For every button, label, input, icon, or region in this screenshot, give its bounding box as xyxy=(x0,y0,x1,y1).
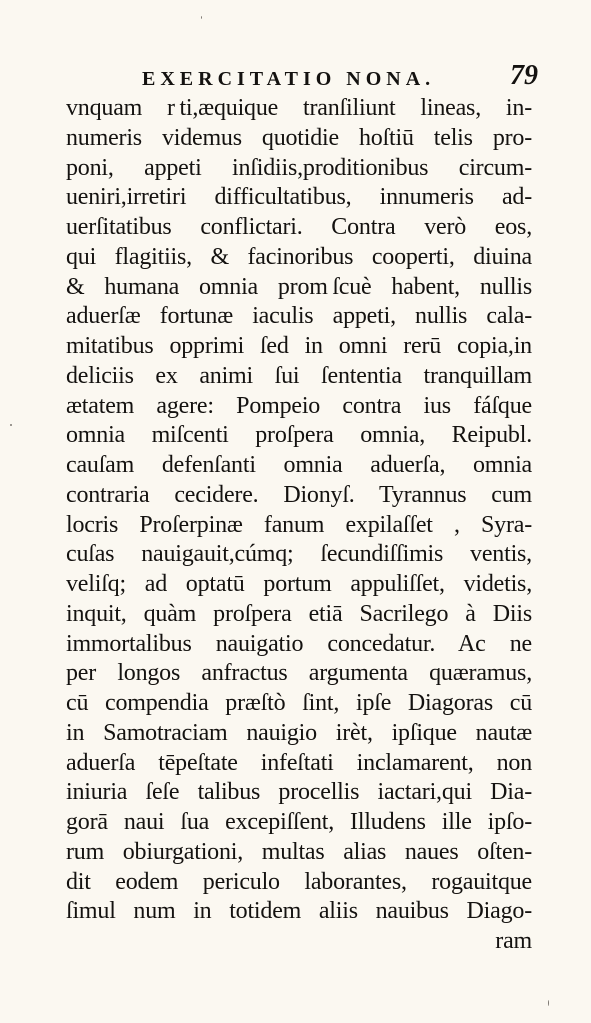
ink-speck xyxy=(201,16,202,19)
ink-speck xyxy=(10,424,12,426)
running-head: EXERCITATIO NONA. xyxy=(142,68,436,90)
text-line: mitatibus opprimi ſed in omni rerū copia,in xyxy=(66,333,532,359)
text-line: numeris videmus quotidie hoſtiū telis pro- xyxy=(66,124,532,151)
text-line: iniuria ſeſe talibus procellis iactari,qui Dia- xyxy=(66,779,532,806)
text-line: vnquam r ti,æquique tranſiliunt lineas, in- xyxy=(66,95,532,121)
body-text xyxy=(66,94,532,957)
text-line: rum obiurgationi, multas alias naues oſten- xyxy=(66,838,532,865)
text-line: deliciis ex animi ſui ſententia tranquillam xyxy=(66,362,532,389)
text-line: inquit, quàm proſpera etiā Sacrilego à Diis xyxy=(66,600,532,627)
text-line: locris Proſerpinæ fanum expilaſſet , Syra- xyxy=(66,511,532,538)
text-line: in Samotraciam nauigio irèt, ipſique nautæ xyxy=(66,719,532,746)
text-line: qui flagitiis, & facinoribus cooperti, diuina xyxy=(66,243,532,270)
text-line: aduerſæ fortunæ iaculis appeti, nullis cala- xyxy=(66,303,532,330)
text-line: dit eodem periculo laborantes, rogauitque xyxy=(66,868,532,895)
text-line: ueniri,irretiri difficultatibus, innumeris ad- xyxy=(66,184,532,211)
text-line: ætatem agere: Pompeio contra ius fáſque xyxy=(66,392,532,419)
text-line: gorā naui ſua excepiſſent, Illudens ille ipſo- xyxy=(66,809,532,835)
text-line: uerſitatibus conflictari. Contra verò eos, xyxy=(66,214,532,240)
ink-speck xyxy=(548,1000,549,1006)
text-line: cuſas nauigauit,cúmq; ſecundiſſimis ventis, xyxy=(66,541,532,568)
text-line: omnia miſcenti proſpera omnia, Reipubl. xyxy=(66,422,532,449)
page-number: 79 xyxy=(510,60,538,91)
text-line: cū compendia præſtò ſint, ipſe Diagoras cū xyxy=(66,690,532,716)
text-line: veliſq; ad optatū portum appuliſſet, videtis, xyxy=(66,571,532,597)
catchword: ram xyxy=(495,928,532,954)
text-line: poni, appeti inſidiis,proditionibus circum- xyxy=(66,154,532,181)
text-line: aduerſa tēpeſtate infeſtati inclamarent, non xyxy=(66,749,532,776)
text-line: cauſam defenſanti omnia aduerſa, omnia xyxy=(66,452,532,478)
text-line: & humana omnia prom ſcuè habent, nullis xyxy=(66,273,532,300)
text-line: per longos anfractus argumenta quæramus, xyxy=(66,660,532,687)
text-line: ſimul num in totidem aliis nauibus Diago- xyxy=(66,898,532,925)
text-line: contraria cecidere. Dionyſ. Tyrannus cum xyxy=(66,481,532,508)
text-line: immortalibus nauigatio concedatur. Ac ne xyxy=(66,630,532,657)
